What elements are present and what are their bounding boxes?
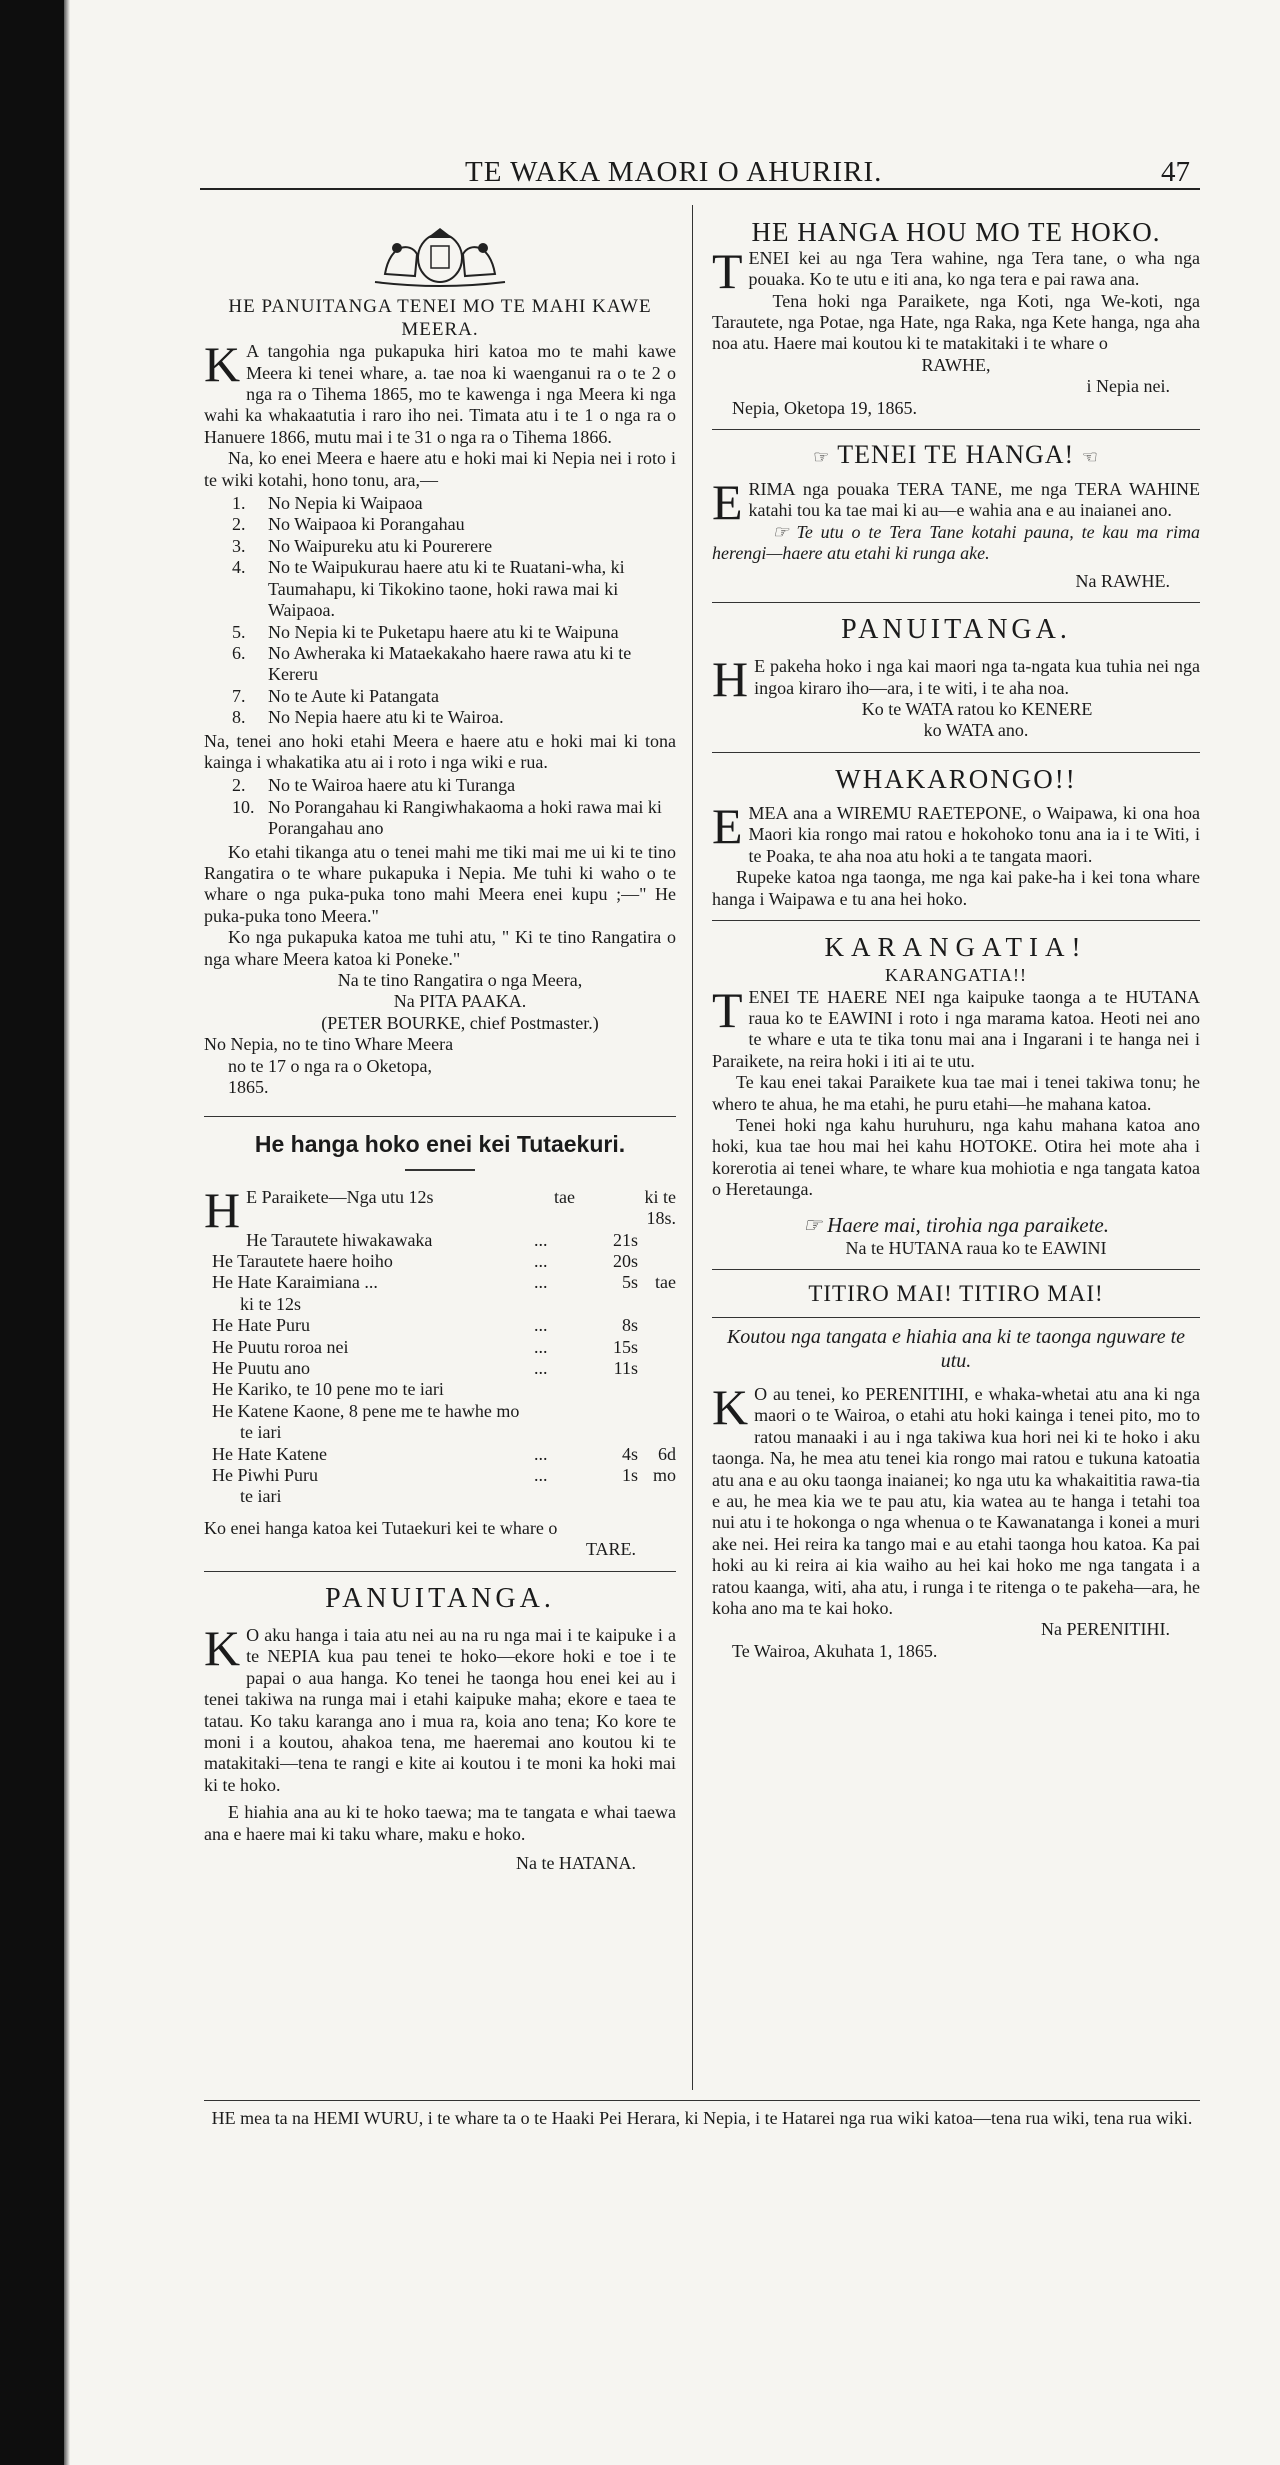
karangatia-subtitle: KARANGATIA!! — [885, 965, 1027, 986]
list-item: 2. No Waipaoa ki Porangahau — [232, 514, 465, 535]
ad-paragraph: Tena hoki nga Paraikete, nga Koti, nga We-koti, nga Tarautete, nga Potae, nga Hate, nga Raka, nga Kete hanga, nga aha noa atu. Haere mai koutou ki te matakitaki i te whare o — [712, 290, 1200, 354]
price-row: He Puutu ano ... 11s — [212, 1358, 638, 1379]
drop-cap: K — [204, 336, 241, 393]
ad-paragraph: RIMA nga pouaka TERA TANE, me nga TERA WAHINE katahi tou ka tae mai ki au—e wahia ana e au inaianei ano. — [748, 478, 1200, 521]
tenei-te-hanga-title: TENEI TE HANGA! — [837, 439, 1075, 469]
section-rule — [712, 429, 1200, 430]
newspaper-title: TE WAKA MAORI O AHURIRI. — [465, 156, 883, 188]
hatana-paragraph: E hiahia ana au ki te hoko taewa; ma te tangata e whai taewa ana e haere mai ki taku whare, maku e hoko. — [204, 1802, 676, 1844]
column-divider — [692, 205, 693, 2090]
short-rule — [405, 1169, 475, 1171]
signature-line: Na te tino Rangatira o nga Meera, — [337, 970, 583, 990]
titiro-mai-title: TITIRO MAI! TITIRO MAI! — [808, 1280, 1104, 1306]
left-column — [204, 224, 676, 1874]
section-rule — [712, 1317, 1200, 1318]
price-row: He Hate Karaimiana ... ... 5s tae — [212, 1272, 676, 1293]
price-row: ki te 12s — [240, 1293, 301, 1314]
ad-paragraph-italic: ☞ Te utu o te Tera Tane kotahi pauna, te kau ma rima herengi—haere atu etahi ki runga ake. — [712, 521, 1201, 564]
mail-notice — [204, 296, 676, 1098]
signature-line: Ko te WATA ratou ko KENERE — [861, 699, 1093, 720]
tutaekuri-notice — [204, 1131, 676, 1560]
location-line: i Nepia nei. — [1086, 376, 1170, 397]
karangatia-title: KARANGATIA! — [824, 932, 1088, 962]
page-number: 47 — [1161, 156, 1190, 188]
ad-paragraph: Tenei hoki nga kahu huruhuru, nga kahu mahana katoa ano hoki, kua tae hou mai hei kahu HOTOKE. Otira hei mote aha i korerotia ai tenei whare, te whare kua mohiotia e nga tangata katoa o Heretaunga. — [712, 1114, 1200, 1200]
price-row: te iari — [240, 1486, 282, 1507]
right-column — [712, 218, 1200, 1662]
section-rule — [712, 1269, 1200, 1270]
hanga-hou-title: HE HANGA HOU MO TE HOKO. — [751, 217, 1161, 247]
ad-paragraph: E pakeha hoko i nga kai maori nga ta-ngata kua tuhia nei nga ingoa kiraro iho—ara, i te witi, i te aha noa. — [754, 656, 1200, 698]
mail-notice-paragraph: Na, ko enei Meera e haere atu e hoki mai ki Nepia nei i roto i te wiki kotahi, hono tonu, ara,— — [204, 448, 676, 490]
panuitanga-title: PANUITANGA. — [325, 1582, 555, 1614]
pointing-hand-icon: ☞ — [772, 521, 789, 542]
section-rule — [204, 1571, 676, 1572]
drop-cap: E — [712, 797, 743, 854]
hanga-hou-notice — [712, 218, 1200, 419]
price-row: He Katene Kaone, 8 pene me te hawhe mo — [212, 1400, 520, 1421]
price-row: te iari — [240, 1422, 282, 1443]
date-line: Nepia, Oketopa 19, 1865. — [732, 397, 917, 418]
hatana-notice — [204, 1582, 676, 1875]
list-item: 2. No te Wairoa haere atu ki Turanga — [232, 775, 516, 796]
list-item: 6. No Awheraka ki Mataekakaho haere rawa atu ki te Kereru — [232, 642, 632, 685]
list-item: 3. No Waipureku atu ki Pourerere — [232, 535, 493, 556]
whakarongo-title: WHAKARONGO!! — [835, 763, 1077, 794]
panuitanga-title: PANUITANGA. — [841, 613, 1071, 645]
signer-name: Na RAWHE. — [1075, 570, 1170, 591]
price-row: He Tarautete hiwakawaka ... 21s — [246, 1229, 638, 1250]
signer-name: RAWHE, — [921, 354, 991, 375]
signature-line: (PETER BOURKE, chief Postmaster.) — [321, 1012, 599, 1033]
titiro-mai-subtitle: Koutou nga tangata e hiahia ana ki te taonga nguware te utu. — [726, 1326, 1186, 1373]
price-row: E Paraikete—Nga utu 12s tae ki te 18s. — [246, 1186, 676, 1229]
invite-line: ☞ Haere mai, tirohia nga paraikete. — [803, 1212, 1109, 1237]
list-item: 10. No Porangahau ki Rangiwhakaoma a hoki rawa mai ki Porangahau ano — [232, 796, 662, 839]
footer-rule — [204, 2100, 1200, 2103]
panuitanga-notice — [712, 613, 1200, 742]
signer-name: TARE. — [585, 1539, 636, 1560]
section-rule — [204, 1116, 676, 1117]
drop-cap: H — [712, 651, 749, 708]
page-binding-edge — [0, 0, 64, 2465]
titiro-mai-notice — [712, 1280, 1200, 1662]
drop-cap: K — [712, 1378, 749, 1435]
mail-notice-title: HE PANUITANGA TENEI MO TE MAHI KAWE MEERA. — [228, 296, 652, 340]
price-row: He Puutu roroa nei ... 15s — [212, 1336, 638, 1357]
place-line: No Nepia, no te tino Whare Meera — [204, 1034, 454, 1055]
date-line: Te Wairoa, Akuhata 1, 1865. — [732, 1640, 938, 1661]
mail-notice-paragraph: Na, tenei ano hoki etahi Meera e haere atu e hoki mai ki tona kainga i whakatika atu ai i roto i nga wiki e rua. — [204, 730, 676, 772]
price-row: He Tarautete haere hoiho ... 20s — [212, 1251, 638, 1272]
place-line: 1865. — [228, 1077, 269, 1098]
mail-notice-paragraph: Ko nga pukapuka katoa me tuhi atu, " Ki te tino Rangatira o nga whare Meera katoa ki Poneke." — [204, 927, 676, 969]
signer-name: Na PERENITIHI. — [1041, 1619, 1170, 1640]
hatana-paragraph: O aku hanga i taia atu nei au na ru nga mai i te kaipuke i a te NEPIA kua pau tenei te hoko—ekore hoki e toe i te papai o aua hanga. Ko tenei he taonga hou enei kei au i tenei takiwa na runga mai i etahi kaipuke maha; ekore e taea te tatau. Ko taku karanga ano i mua ra, koia ano tena; Ko kore te moni i a koutou, ahakoa tena, me haeremai ano koutou ki te matakitaki—tena te rangi e kite ai koutou i te moni ka hoki mai ki te hoko. — [204, 1625, 676, 1795]
list-item: 1. No Nepia ki Waipaoa — [232, 493, 423, 514]
signature-line: Na PITA PAAKA. — [393, 991, 527, 1012]
drop-cap: E — [712, 473, 743, 530]
drop-cap: T — [712, 242, 743, 299]
whakarongo-notice — [712, 763, 1200, 910]
drop-cap: K — [204, 1620, 241, 1677]
ad-paragraph: MEA ana a WIREMU RAETEPONE, o Waipawa, ki ona hoa Maori kia rongo mai ratou e hokohoko tonu ana ia i te Witi, i te Poaka, te aha noa atu hoki a te tangata maori. — [748, 802, 1200, 866]
ad-paragraph: Rupeke katoa nga taonga, me nga kai pake-ha i kei tona whare hanga i Waipawa e tu ana hei hoko. — [712, 867, 1200, 909]
list-item: 8. No Nepia haere atu ki te Wairoa. — [232, 707, 504, 728]
price-row: He Hate Puru ... 8s — [212, 1315, 638, 1336]
mail-notice-paragraph: A tangohia nga pukapuka hiri katoa mo te mahi kawe Meera ki tenei whare, a. tae noa ki waenganui ra o te 2 o nga ra o Tihema 1865, mo te kawenga i nga Meera ki nga wahi ka whakaatutia i raro iho nei. Timata atu i te 1 o nga ra o Hanuere 1866, mutu mai i te 31 o nga ra o Tihema 1866. — [204, 341, 676, 447]
pointing-hand-icon: ☞ — [813, 446, 831, 467]
section-rule — [712, 920, 1200, 921]
tenei-te-hanga-notice — [712, 440, 1200, 592]
place-line: no te 17 o nga ra o Oketopa, — [228, 1055, 432, 1076]
header-rule — [200, 188, 1200, 190]
ad-paragraph: ENEI TE HAERE NEI nga kaipuke taonga a te HUTANA raua ko te EAWINI i roto i nga marama katoa. Heoti nei ano te whare e uta te tika tonu mai ana i Ingarani i te hanga nei i Paraikete, na reira hoki i iti ai te utu. — [712, 986, 1200, 1071]
list-item: 4. No te Waipukurau haere atu ki te Ruatani-wha, ki Taumahapu, ki Tikokino taone, hoki rawa mai ki Waipaoa. — [232, 557, 625, 621]
ad-paragraph: ENEI kei au nga Tera wahine, nga Tera tane, o wha nga pouaka. Ko te utu e iti ana, ko nga tera e pai rawa ana. — [748, 247, 1200, 290]
price-row: He Piwhi Puru ... 1s mo — [212, 1465, 676, 1486]
tutaekuri-closing: Ko enei hanga katoa kei Tutaekuri kei te whare o — [204, 1517, 558, 1538]
list-item: 7. No te Aute ki Patangata — [232, 685, 439, 706]
pointing-hand-icon: ☜ — [1081, 446, 1099, 467]
royal-coat-of-arms-icon — [355, 224, 525, 288]
drop-cap: T — [712, 981, 743, 1038]
list-item: 5. No Nepia ki te Puketapu haere atu ki te Waipuna — [232, 621, 619, 642]
section-rule — [712, 752, 1200, 753]
karangatia-notice — [712, 931, 1200, 1259]
price-row: He Hate Katene ... 4s 6d — [212, 1443, 676, 1464]
signer-name: Na te HATANA. — [515, 1853, 636, 1874]
section-rule — [712, 602, 1200, 603]
printer-imprint: HE mea ta na HEMI WURU, i te whare ta o te Haaki Pei Herara, ki Nepia, i te Hatarei nga rua wiki katoa—tena rua wiki, tena rua wiki. — [211, 2108, 1193, 2128]
signature-line: ko WATA ano. — [923, 720, 1029, 741]
ad-paragraph: Te kau enei takai Paraikete kua tae mai i tenei takiwa tonu; he whero te ahua, he ma etahi, he puru etahi—he mahana katoa. — [712, 1072, 1200, 1114]
tenei-te-hanga-heading — [712, 440, 1200, 471]
signer-name: Na te HUTANA raua ko te EAWINI — [845, 1237, 1107, 1258]
mail-notice-paragraph: Ko etahi tikanga atu o tenei mahi me tiki mai me ui ki te tino Rangatira o te whare pukapuka i Nepia. Me tuhi ki waho o te whare o nga puka-puka tono mahi Meera enei kupu ;—" He puka-puka tono Meera." — [204, 841, 676, 926]
page-header — [200, 150, 1200, 194]
ad-paragraph: O au tenei, ko PERENITIHI, e whaka-whetai atu ana ki nga maori o te Wairoa, o etahi atu hoki kainga i tenei pito, mo to ratou manaaki i au i nga takiwa kua hori nei ki te hoko i aku taonga. Na, he mea atu tenei kia rongo mai ratou e tukuna katoatia atu ana e au oku taonga inaianei; ko nga utu ka whakaititia rawa-tia e au, he mea kia we te pau atu, kia watea au te hanga i tetahi toa nui atu i te hokonga o nga whenua o te Kawanatanga i konei a muri ake nei. Hei reira ka tango mai e au etahi taonga hou katoa. Ka pai hoki au ki reira ai kia waiho au hei kai hoko me nga tangata i a ratou kaanga, witi, aha atu, i runga i te ritenga o te pakeha—ara, he koha ano ma te kai hoko. — [712, 1383, 1200, 1618]
price-row: He Kariko, te 10 pene mo te iari — [212, 1379, 444, 1400]
tutaekuri-title: He hanga hoko enei kei Tutaekuri. — [254, 1131, 626, 1158]
pointing-hand-icon: ☞ — [803, 1212, 822, 1237]
drop-cap: H — [204, 1181, 241, 1238]
